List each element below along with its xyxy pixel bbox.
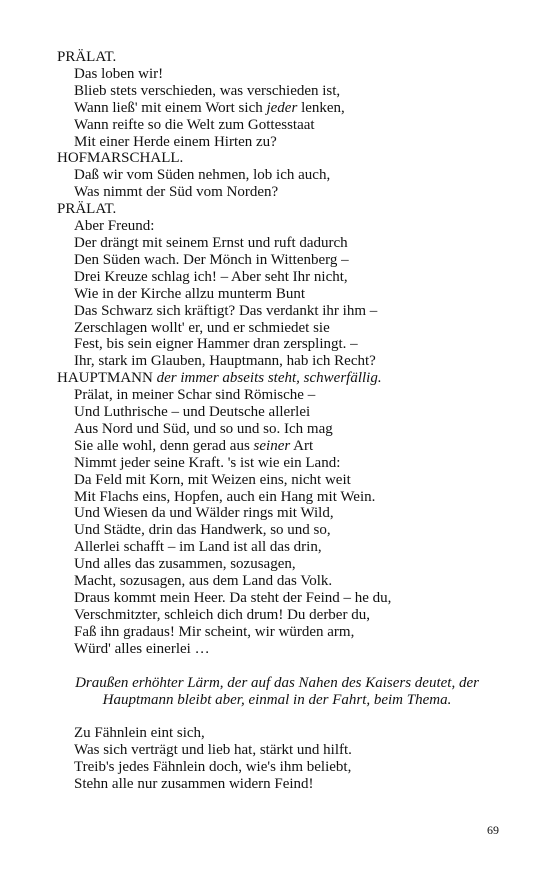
verse-line: Aus Nord und Süd, und so und so. Ich mag: [74, 420, 333, 437]
verse-line: Allerlei schafft – im Land ist all das drin,: [74, 539, 322, 556]
verse-line: Und alles das zusammen, sozusagen,: [74, 556, 296, 573]
stage-direction-line: Hauptmann bleibt aber, einmal in der Fahrt, beim Thema.: [102, 691, 452, 708]
verse-line: Ihr, stark im Glauben, Hauptmann, hab ich Recht?: [74, 353, 376, 370]
verse-line: [57, 100, 497, 117]
verse-line: Zu Fähnlein eint sich,: [74, 725, 205, 742]
verse-line: Das loben wir!: [74, 65, 164, 82]
verse-line: Und Städte, drin das Handwerk, so und so,: [74, 522, 331, 539]
verse-line: Prälat, in meiner Schar sind Römische –: [74, 387, 316, 404]
italic-text: jeder: [266, 99, 298, 116]
text-span: Art: [290, 437, 314, 454]
text-span: lenken,: [297, 99, 345, 116]
dialogue-block-2: [57, 725, 497, 793]
verse-line: Wie in der Kirche allzu munterm Bunt: [74, 285, 305, 302]
dialogue-block-1: [57, 49, 497, 658]
verse-line: Blieb stets verschieden, was verschieden ist,: [74, 82, 341, 99]
verse-line: Fest, bis sein eigner Hammer dran zersplingt. –: [74, 336, 358, 353]
speaker-name: PRÄLAT.: [57, 49, 117, 65]
italic-text: der immer abseits steht, schwerfällig.: [156, 370, 382, 387]
verse-line: Faß ihn gradaus! Mir scheint, wir würden arm,: [74, 623, 355, 640]
italic-text: seiner: [253, 437, 291, 454]
verse-line: Wann reifte so die Welt zum Gottesstaat: [74, 116, 315, 133]
verse-line: Mit einer Herde einem Hirten zu?: [74, 133, 277, 150]
stage-direction-line: Draußen erhöhter Lärm, der auf das Nahen des Kaisers deutet, der: [75, 674, 479, 691]
verse-line: Verschmitzter, schleich dich drum! Du derber du,: [74, 606, 370, 623]
verse-line: Zerschlagen wollt' er, und er schmiedet sie: [74, 319, 330, 336]
speaker-name: PRÄLAT.: [57, 201, 117, 218]
verse-line: Stehn alle nur zusammen widern Feind!: [74, 776, 314, 793]
text-span: Sie alle wohl, denn gerad aus: [74, 437, 254, 454]
verse-line: Draus kommt mein Heer. Da steht der Feind – he du,: [74, 590, 392, 606]
verse-line: Aber Freund:: [74, 218, 155, 235]
verse-line: Treib's jedes Fähnlein doch, wie's ihm beliebt,: [74, 759, 352, 776]
verse-line: Und Wiesen da und Wälder rings mit Wild,: [74, 505, 334, 522]
verse-line: Den Süden wach. Der Mönch in Wittenberg –: [74, 251, 349, 268]
verse-line: Mit Flachs eins, Hopfen, auch ein Hang mit Wein.: [74, 488, 376, 505]
verse-line: Da Feld mit Korn, mit Weizen eins, nicht weit: [74, 471, 351, 488]
verse-line: [57, 438, 497, 455]
verse-line: Macht, sozusagen, aus dem Land das Volk.: [74, 573, 333, 590]
speaker-name: HOFMARSCHALL.: [57, 150, 184, 167]
verse-line: Das Schwarz sich kräftigt? Das verdankt ihr ihm –: [74, 302, 378, 319]
speaker-name: [57, 370, 497, 387]
text-span: HAUPTMANN: [57, 370, 157, 387]
text-span: Wann ließ' mit einem Wort sich: [74, 99, 267, 116]
verse-line: Würd' alles einerlei …: [74, 640, 210, 657]
page-number: 69: [487, 823, 499, 837]
verse-line: Was nimmt der Süd vom Norden?: [74, 184, 279, 201]
verse-line: Nimmt jeder seine Kraft. 's ist wie ein Land:: [74, 454, 341, 471]
verse-line: Der drängt mit seinem Ernst und ruft dadurch: [74, 234, 348, 251]
verse-line: Was sich verträgt und lieb hat, stärkt und hilft.: [74, 742, 352, 759]
verse-line: Und Luthrische – und Deutsche allerlei: [74, 404, 311, 421]
stage-direction: [57, 675, 497, 709]
verse-line: Daß wir vom Süden nehmen, lob ich auch,: [74, 167, 331, 184]
page-body: [57, 49, 497, 793]
verse-line: Drei Kreuze schlag ich! – Aber seht Ihr nicht,: [74, 268, 348, 285]
